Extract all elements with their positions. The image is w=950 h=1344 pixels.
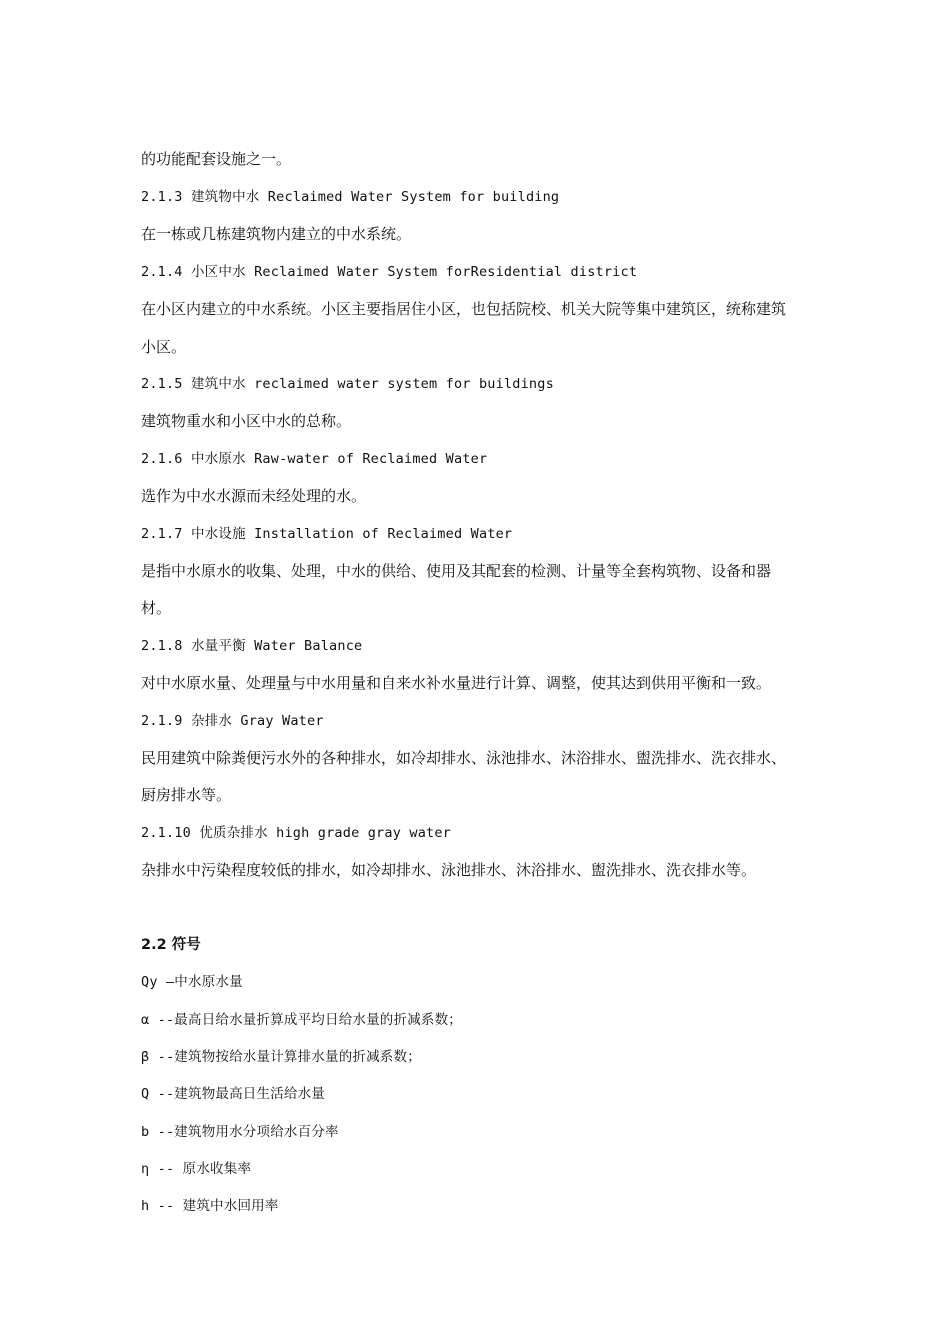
term-definition: 对中水原水量、处理量与中水用量和自来水补水量进行计算、调整，使其达到供用平衡和一致。 [141,674,772,692]
term-definition: 在小区内建立的中水系统。小区主要指居住小区，也包括院校、机关大院等集中建筑区，统称建筑 [141,300,787,318]
term-heading-2-1-7: 2.1.7 中水设施 Installation of Reclaimed Water [141,526,513,542]
symbol-line: h -- 建筑中水回用率 [141,1198,279,1214]
symbol-line: β --建筑物按给水量计算排水量的折减系数； [141,1049,421,1065]
term-heading-2-1-6: 2.1.6 中水原水 Raw-water of Reclaimed Water [141,451,488,467]
term-definition: 是指中水原水的收集、处理，中水的供给、使用及其配套的检测、计量等全套构筑物、设备和器 [141,562,772,580]
term-definition: 建筑物重水和小区中水的总称。 [141,412,352,430]
term-definition-cont: 小区。 [141,338,187,356]
term-definition: 选作为中水水源而未经处理的水。 [141,487,367,505]
term-heading-2-1-10: 2.1.10 优质杂排水 high grade gray water [141,825,452,841]
term-definition: 杂排水中污染程度较低的排水，如冷却排水、泳池排水、沐浴排水、盥洗排水、洗衣排水等。 [141,861,757,879]
term-definition: 在一栋或几栋建筑物内建立的中水系统。 [141,225,412,243]
symbol-line: b --建筑物用水分项给水百分率 [141,1124,339,1140]
term-definition: 民用建筑中除粪便污水外的各种排水，如冷却排水、泳池排水、沐浴排水、盥洗排水、洗衣排水、 [141,749,787,767]
section-heading-2-2: 2.2 符号 [141,937,201,953]
term-heading-2-1-3: 2.1.3 建筑物中水 Reclaimed Water System for building [141,189,560,205]
symbol-line: η -- 原水收集率 [141,1161,252,1177]
term-heading-2-1-5: 2.1.5 建筑中水 reclaimed water system for buildings [141,376,554,392]
paragraph-line: 的功能配套设施之一。 [141,150,292,168]
term-heading-2-1-9: 2.1.9 杂排水 Gray Water [141,713,324,729]
symbol-line: Q --建筑物最高日生活给水量 [141,1086,326,1102]
term-definition-cont: 厨房排水等。 [141,786,232,804]
symbol-line: Qy —中水原水量 [141,974,243,990]
term-heading-2-1-8: 2.1.8 水量平衡 Water Balance [141,638,363,654]
symbol-line: α --最高日给水量折算成平均日给水量的折减系数； [141,1012,463,1028]
term-heading-2-1-4: 2.1.4 小区中水 Reclaimed Water System forResidential district [141,264,638,280]
term-definition-cont: 材。 [141,599,172,617]
